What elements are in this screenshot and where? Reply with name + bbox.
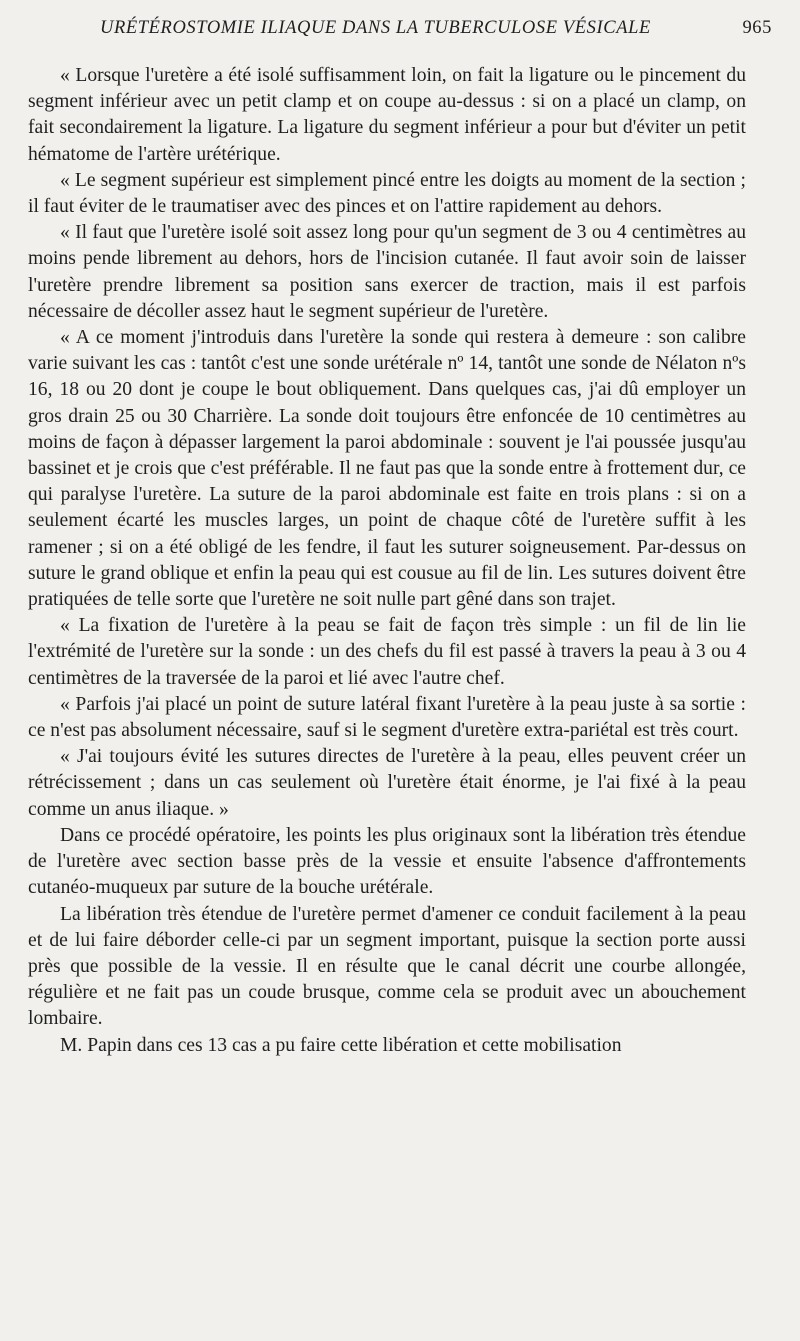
- paragraph: La libération très étendue de l'uretère permet d'amener ce conduit facilement à la peau et de lui faire déborder celle-ci par un segment important, puisque la section porte aussi près que possible de la vessie. Il en résulte que le canal décrit une courbe allongée, régulière et ne fait pas un coude brusque, comme cela se produit avec un abouchement lombaire.: [28, 903, 746, 1030]
- paragraph: « Parfois j'ai placé un point de suture latéral fixant l'uretère à la peau juste à sa sortie : ce n'est pas absolument nécessaire, sauf si le segment d'uretère extra-pariétal est très court.: [28, 693, 746, 742]
- paragraph: « Le segment supérieur est simplement pincé entre les doigts au moment de la section ; il faut éviter de le traumatiser avec des pinces et on l'attire rapidement au dehors.: [28, 169, 746, 218]
- body-text: [28, 63, 746, 1059]
- paragraph: « J'ai toujours évité les sutures directes de l'uretère à la peau, elles peuvent créer un rétrécissement ; dans un cas seulement où l'uretère était énorme, je l'ai fixé à la peau comme un anus iliaque. »: [28, 746, 746, 820]
- paragraph: « La fixation de l'uretère à la peau se fait de façon très simple : un fil de lin lie l'extrémité de l'uretère sur la sonde : un des chefs du fil est passé à travers la peau à 3 ou 4 centimètres de la traversée de la paroi et lié avec l'autre chef.: [28, 615, 746, 689]
- paragraph: Dans ce procédé opératoire, les points les plus originaux sont la libération très étendue de l'uretère avec section basse près de la vessie et ensuite l'absence d'affrontements cutanéo-muqueux par suture de la bouche urétérale.: [28, 824, 746, 899]
- running-title: URÉTÉROSTOMIE ILIAQUE DANS LA TUBERCULOSE VÉSICALE: [100, 18, 651, 38]
- page-header: [100, 18, 772, 46]
- paragraph: M. Papin dans ces 13 cas a pu faire cette libération et cette mobilisation: [60, 1034, 622, 1056]
- paragraph: « A ce moment j'introduis dans l'uretère la sonde qui restera à demeure : son calibre varie suivant les cas : tantôt c'est une sonde urétérale nº 14, tantôt une sonde de Nélaton nºs 16, 18 ou 20 dont je coupe le bout obliquement. Dans quelques cas, j'ai dû employer un gros drain 25 ou 30 Charrière. La sonde doit toujours être enfoncée de 10 centimètres au moins de façon à dépasser largement la paroi abdominale : souvent je l'ai poussée jusqu'au bassinet et je crois que c'est préférable. Il ne faut pas que la sonde entre à frottement dur, ce qui paralyse l'uretère. La suture de la paroi abdominale est faite en trois plans : si on a seulement écarté les muscles larges, un point de chaque côté de l'uretère suffit à les ramener ; si on a été obligé de les fendre, il faut les suturer soigneusement. Par-dessus on suture le grand oblique et enfin la peau qui est cousue au fil de lin. Les sutures doivent être pratiquées de telle sorte que l'uretère ne soit nulle part gêné dans son trajet.: [28, 327, 746, 611]
- paragraph: « Lorsque l'uretère a été isolé suffisamment loin, on fait la ligature ou le pincement du segment inférieur avec un petit clamp et on coupe au-dessus : si on a placé un clamp, on fait secondairement la ligature. La ligature du segment inférieur a pour but d'éviter un petit hématome de l'artère urétérique.: [28, 65, 746, 165]
- page-number: 965: [742, 18, 772, 38]
- paragraph: « Il faut que l'uretère isolé soit assez long pour qu'un segment de 3 ou 4 centimètres au moins pende librement au dehors, hors de l'incision cutanée. Il faut avoir soin de laisser l'uretère prendre librement sa position sans exercer de traction, mais il est parfois nécessaire de décoller assez haut le segment supérieur de l'uretère.: [28, 222, 746, 322]
